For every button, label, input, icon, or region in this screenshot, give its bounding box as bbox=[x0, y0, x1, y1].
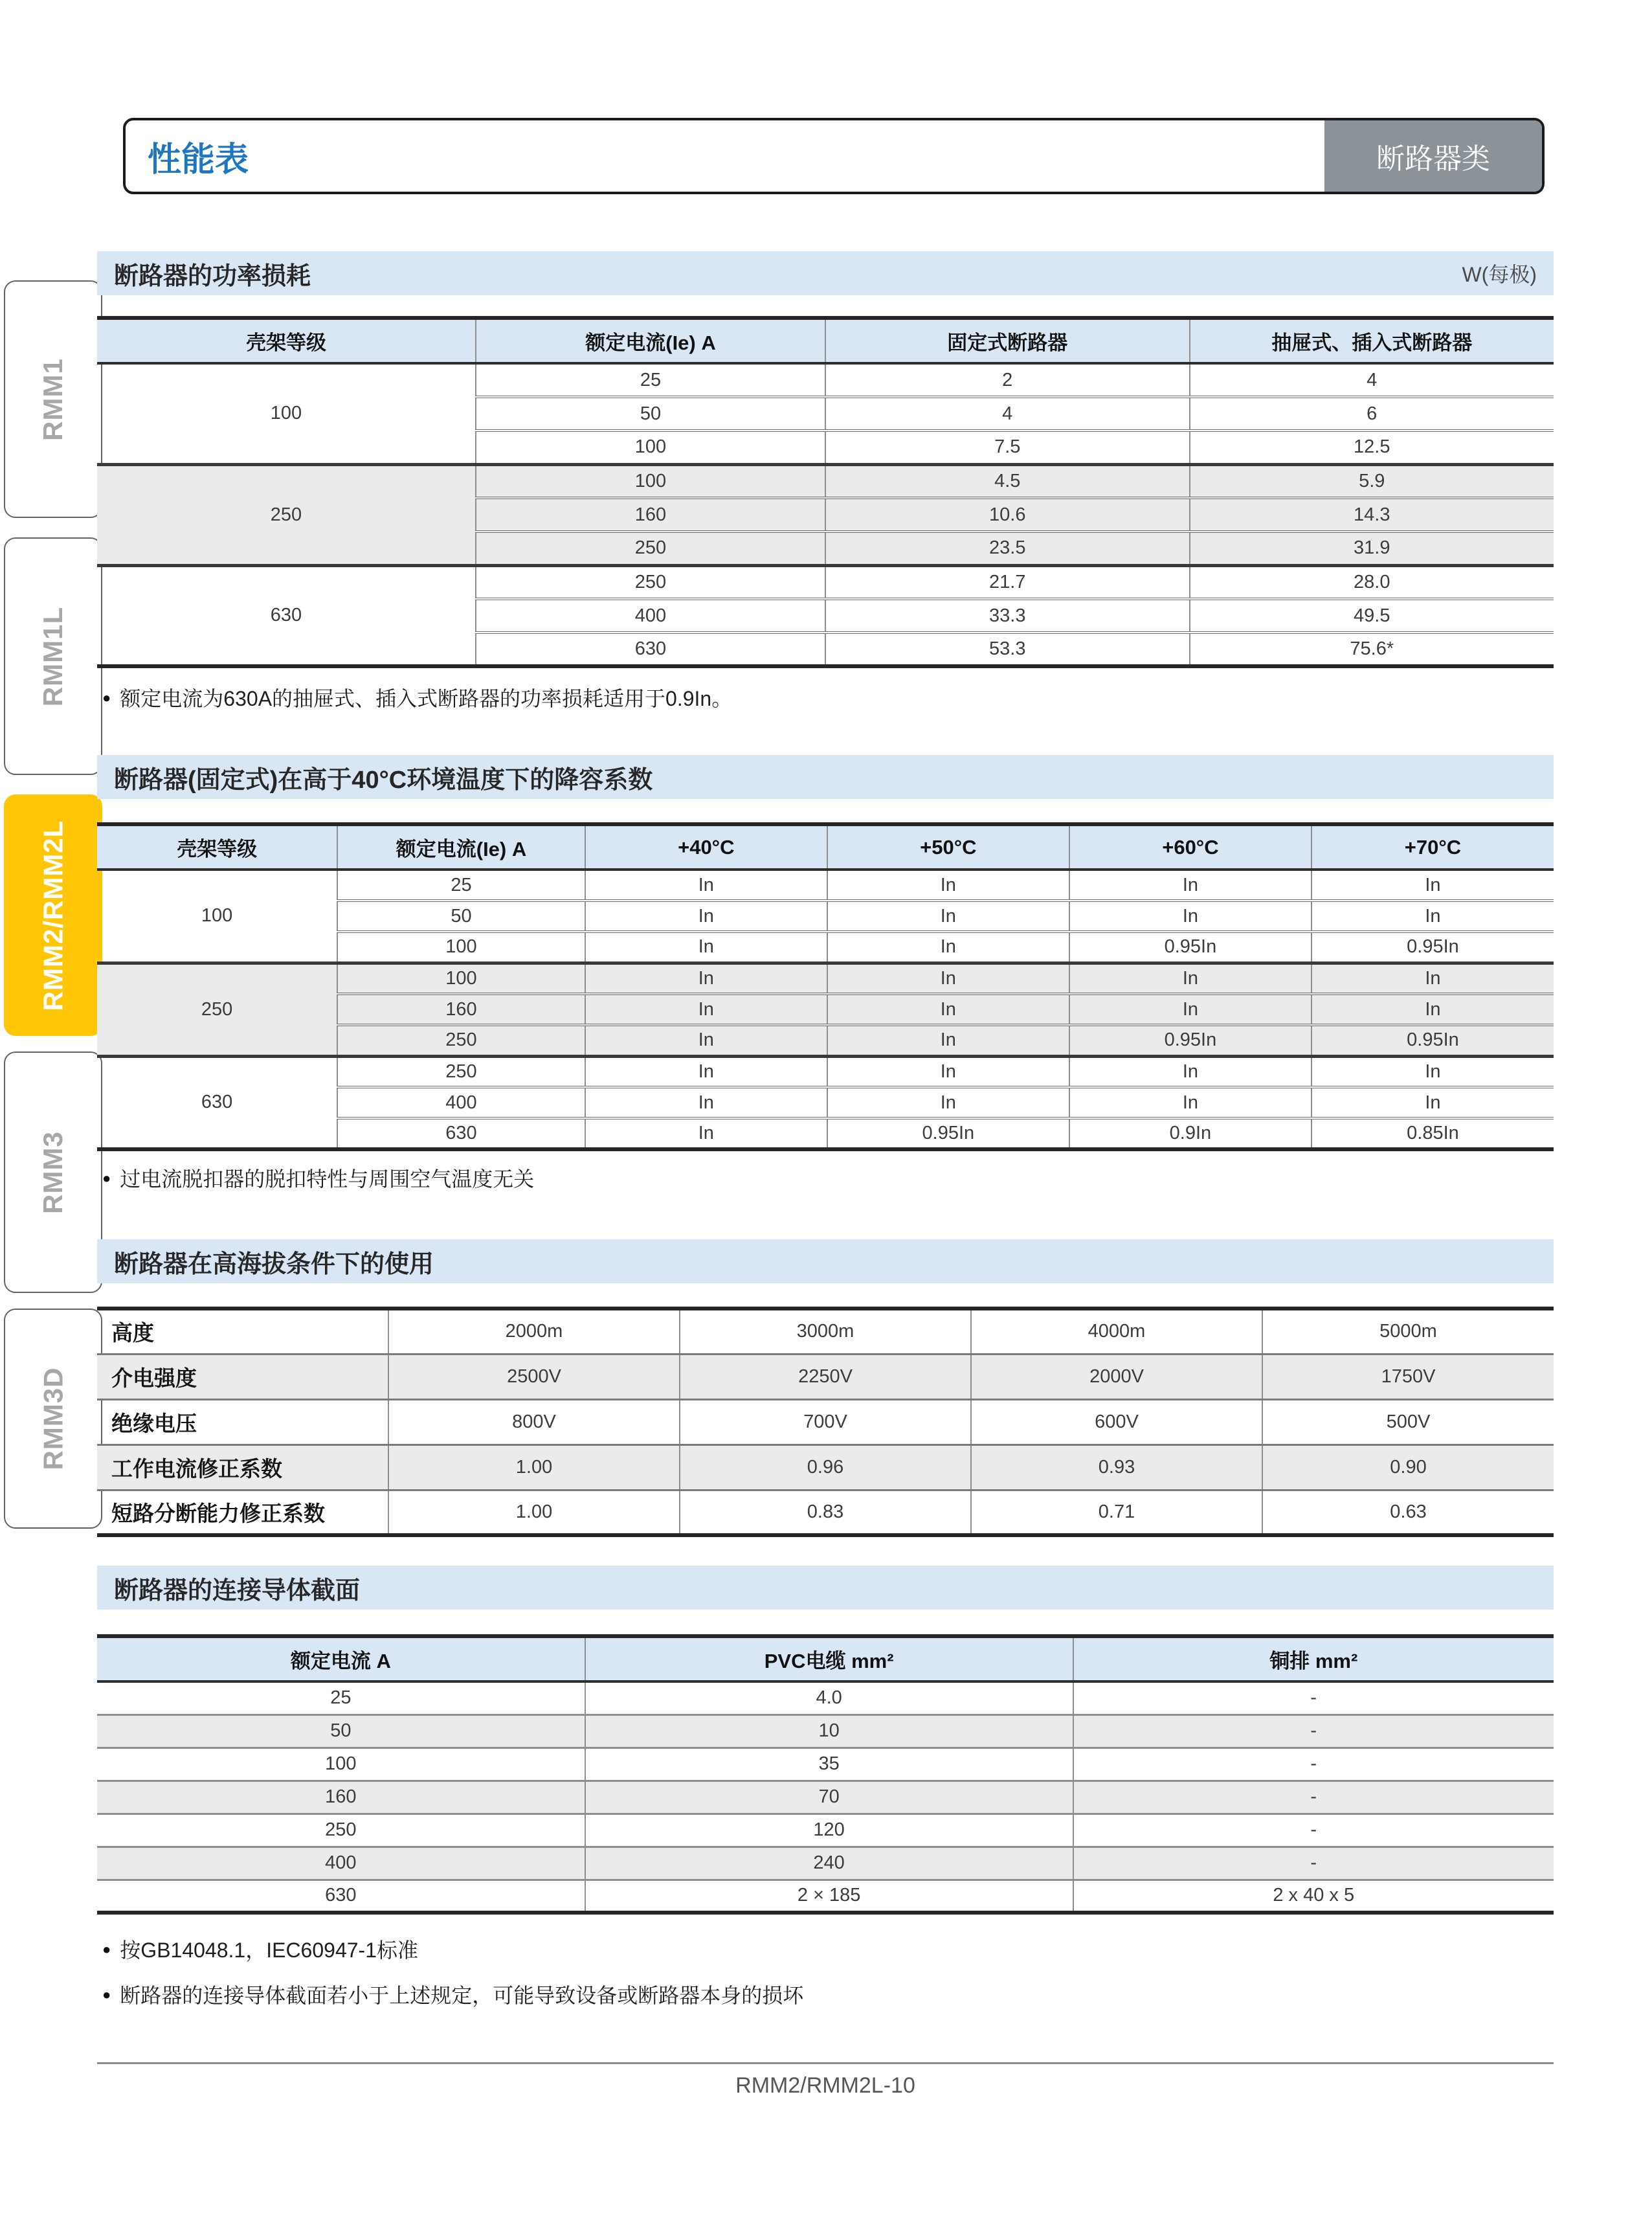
row-label: 绝缘电压 bbox=[97, 1399, 388, 1445]
table-cell: 4.0 bbox=[585, 1681, 1073, 1714]
table-row bbox=[97, 1681, 1554, 1714]
table-cell: 160 bbox=[97, 1781, 585, 1814]
col-header: 额定电流(Ie) A bbox=[337, 824, 585, 870]
table-cell: 120 bbox=[585, 1814, 1073, 1847]
table-cell: 5000m bbox=[1262, 1309, 1554, 1354]
table-cell: 23.5 bbox=[825, 532, 1190, 565]
bottom-notes bbox=[97, 1934, 1554, 2009]
table-cell: 25 bbox=[337, 870, 585, 901]
frame-cell: 250 bbox=[97, 464, 476, 565]
table-cell: In bbox=[585, 1118, 827, 1149]
sidebar-tab-rmm1[interactable] bbox=[4, 280, 102, 518]
table-cell: 10.6 bbox=[825, 498, 1190, 532]
table-cell: In bbox=[1312, 1087, 1554, 1118]
table-cell: In bbox=[1069, 963, 1312, 994]
table-cell: 12.5 bbox=[1190, 431, 1554, 464]
table-cell: 0.95In bbox=[827, 1118, 1069, 1149]
table-cell: 25 bbox=[330, 1687, 352, 1709]
table-cell: 630 bbox=[337, 1118, 585, 1149]
altitude-table bbox=[97, 1307, 1554, 1537]
table-cell: 3000m bbox=[680, 1309, 971, 1354]
table-row bbox=[97, 565, 1554, 599]
table-cell: 0.95In bbox=[1312, 1025, 1554, 1056]
table-cell: 100 bbox=[337, 963, 585, 994]
table-cell: 0.83 bbox=[680, 1490, 971, 1535]
row-label: 介电强度 bbox=[97, 1354, 388, 1399]
table-cell: 160 bbox=[337, 994, 585, 1025]
table-cell: In bbox=[585, 870, 827, 901]
table-cell: In bbox=[827, 963, 1069, 994]
table-cell: In bbox=[585, 1025, 827, 1056]
section-unit: W(每极) bbox=[1462, 263, 1537, 286]
table-cell: 2 x 40 x 5 bbox=[1073, 1880, 1554, 1913]
col-header: +70°C bbox=[1312, 824, 1554, 870]
table-cell: In bbox=[827, 1056, 1069, 1087]
table-cell: 0.85In bbox=[1312, 1118, 1554, 1149]
table-row bbox=[97, 1714, 1554, 1748]
page-header bbox=[123, 118, 1545, 194]
table-row bbox=[97, 1445, 1554, 1490]
table-header-row bbox=[97, 824, 1554, 870]
col-header: PVC电缆 mm² bbox=[585, 1636, 1073, 1681]
table-cell: 700V bbox=[680, 1399, 971, 1445]
table-cell: 5.9 bbox=[1190, 464, 1554, 498]
row-label: 短路分断能力修正系数 bbox=[97, 1490, 388, 1535]
table-row bbox=[97, 963, 1554, 994]
table-cell: In bbox=[1069, 994, 1312, 1025]
table-cell: 0.95In bbox=[1069, 932, 1312, 963]
footnote: ● 额定电流为630A的抽屉式、插入式断路器的功率损耗适用于0.9In。 bbox=[97, 682, 1554, 712]
col-header: 额定电流 A bbox=[97, 1636, 585, 1681]
section-title: 断路器(固定式)在高于40°C环境温度下的降容系数 bbox=[114, 766, 653, 794]
table-cell: 75.6* bbox=[1190, 633, 1554, 666]
table-row bbox=[97, 1490, 1554, 1535]
table-cell: - bbox=[1073, 1714, 1554, 1748]
table-cell: 33.3 bbox=[825, 599, 1190, 633]
table-header-row bbox=[97, 318, 1554, 363]
derating-table bbox=[97, 822, 1554, 1151]
table-cell: 100 bbox=[337, 932, 585, 963]
table-cell: 250 bbox=[337, 1025, 585, 1056]
col-header: 额定电流(Ie) A bbox=[476, 318, 825, 363]
frame-cell: 630 bbox=[270, 605, 302, 626]
table-cell: 0.71 bbox=[971, 1490, 1262, 1535]
section-band-conductor bbox=[97, 1566, 1554, 1610]
col-header: +50°C bbox=[827, 824, 1069, 870]
table-cell: 100 bbox=[97, 1748, 585, 1781]
table-cell: 4000m bbox=[971, 1309, 1262, 1354]
row-label: 高度 bbox=[111, 1321, 154, 1345]
table-cell: 400 bbox=[337, 1087, 585, 1118]
table-cell: In bbox=[585, 1087, 827, 1118]
table-cell: In bbox=[1312, 963, 1554, 994]
table-row bbox=[97, 1880, 1554, 1913]
table-cell: 250 bbox=[476, 532, 825, 565]
table-cell: 2500V bbox=[388, 1354, 680, 1399]
table-cell: 630 bbox=[97, 1880, 585, 1913]
sidebar-tab-rmm3[interactable] bbox=[4, 1051, 102, 1293]
table-cell: 2250V bbox=[680, 1354, 971, 1399]
sidebar-tab-rmm3d[interactable] bbox=[4, 1309, 102, 1529]
table-cell: 250 bbox=[97, 1814, 585, 1847]
table-cell: 400 bbox=[97, 1847, 585, 1880]
footer-doc-code: RMM2/RMM2L-10 bbox=[735, 2073, 915, 2098]
table-cell: 28.0 bbox=[1190, 565, 1554, 599]
table-cell: - bbox=[1073, 1781, 1554, 1814]
sidebar-tab-rmm2-rmm2l-active[interactable] bbox=[4, 794, 102, 1036]
table-row bbox=[97, 1781, 1554, 1814]
sidebar-tab-label: RMM1 bbox=[37, 357, 68, 441]
table-cell: 50 bbox=[97, 1714, 585, 1748]
frame-cell: 100 bbox=[201, 905, 233, 927]
table-cell: 0.95In bbox=[1069, 1025, 1312, 1056]
table-row bbox=[97, 870, 1554, 901]
table-cell: In bbox=[585, 932, 827, 963]
table-cell: 4.5 bbox=[825, 464, 1190, 498]
table-cell: 250 bbox=[476, 565, 825, 599]
table-cell: In bbox=[585, 994, 827, 1025]
col-header: 固定式断路器 bbox=[825, 318, 1190, 363]
col-header: 抽屉式、插入式断路器 bbox=[1190, 318, 1554, 363]
col-header: 铜排 mm² bbox=[1073, 1636, 1554, 1681]
table-cell: In bbox=[1312, 1056, 1554, 1087]
sidebar-tab-label: RMM2/RMM2L bbox=[38, 820, 68, 1011]
table-cell: 2 × 185 bbox=[585, 1880, 1073, 1913]
table-cell: 240 bbox=[585, 1847, 1073, 1880]
table-cell: 4 bbox=[825, 397, 1190, 431]
footnote: ● 按GB14048.1，IEC60947-1标准 bbox=[97, 1934, 1554, 1964]
table-cell: 630 bbox=[476, 633, 825, 666]
table-cell: 500V bbox=[1262, 1399, 1554, 1445]
table-row bbox=[97, 1399, 1554, 1445]
table-cell: In bbox=[585, 1056, 827, 1087]
table-cell: In bbox=[827, 932, 1069, 963]
table-cell: In bbox=[1312, 901, 1554, 932]
category-badge: 断路器类 bbox=[1324, 120, 1542, 192]
footnote: ● 过电流脱扣器的脱扣特性与周围空气温度无关 bbox=[97, 1163, 1554, 1193]
table-cell: In bbox=[827, 901, 1069, 932]
col-header: +40°C bbox=[585, 824, 827, 870]
table-cell: - bbox=[1073, 1748, 1554, 1781]
table-cell: 100 bbox=[476, 464, 825, 498]
table-cell: 6 bbox=[1190, 397, 1554, 431]
section-band-altitude bbox=[97, 1239, 1554, 1283]
section-title: 断路器的功率损耗 bbox=[114, 262, 311, 290]
table-cell: In bbox=[1312, 870, 1554, 901]
section-band-derating bbox=[97, 755, 1554, 799]
table-header-row bbox=[97, 1636, 1554, 1681]
table-cell: 2000V bbox=[971, 1354, 1262, 1399]
col-header: 壳架等级 bbox=[97, 824, 337, 870]
table-row bbox=[97, 1748, 1554, 1781]
sidebar-tab-label: RMM1L bbox=[38, 606, 69, 706]
table-cell: 0.93 bbox=[971, 1445, 1262, 1490]
table-cell: 400 bbox=[476, 599, 825, 633]
table-cell: In bbox=[1069, 1087, 1312, 1118]
table-cell: In bbox=[827, 1087, 1069, 1118]
table-cell: - bbox=[1073, 1847, 1554, 1880]
table-cell: In bbox=[1069, 901, 1312, 932]
frame-cell: 630 bbox=[201, 1092, 233, 1113]
table-cell: 0.95In bbox=[1312, 932, 1554, 963]
table-cell: 0.63 bbox=[1262, 1490, 1554, 1535]
page-footer bbox=[97, 2062, 1554, 2098]
table-cell: 160 bbox=[476, 498, 825, 532]
col-header: +60°C bbox=[1069, 824, 1312, 870]
table-cell: - bbox=[1073, 1814, 1554, 1847]
table-row bbox=[97, 464, 1554, 498]
table-row bbox=[97, 1056, 1554, 1087]
table-cell: In bbox=[585, 901, 827, 932]
section-title: 断路器在高海拔条件下的使用 bbox=[114, 1250, 434, 1278]
section-band-power-loss bbox=[97, 251, 1554, 295]
table-row bbox=[97, 1354, 1554, 1399]
table-cell: 4 bbox=[1190, 363, 1554, 397]
table-cell: 21.7 bbox=[825, 565, 1190, 599]
table-cell: In bbox=[1069, 1056, 1312, 1087]
table-cell: 1.00 bbox=[388, 1490, 680, 1535]
table-row bbox=[97, 1309, 1554, 1354]
page-content bbox=[97, 0, 1554, 2098]
table-cell: 50 bbox=[476, 397, 825, 431]
sidebar-tab-label: RMM3 bbox=[37, 1130, 68, 1214]
table-cell: In bbox=[1312, 994, 1554, 1025]
table-cell: In bbox=[1069, 870, 1312, 901]
table-cell: 25 bbox=[476, 363, 825, 397]
row-label: 工作电流修正系数 bbox=[97, 1445, 388, 1490]
section-title: 断路器的连接导体截面 bbox=[114, 1577, 361, 1604]
table-cell: 250 bbox=[337, 1056, 585, 1087]
table-row bbox=[97, 1814, 1554, 1847]
conductor-table bbox=[97, 1634, 1554, 1915]
frame-cell: 100 bbox=[270, 403, 302, 424]
table-cell: In bbox=[827, 1025, 1069, 1056]
col-header: 壳架等级 bbox=[97, 318, 476, 363]
table-cell: In bbox=[585, 963, 827, 994]
sidebar-tab-rmm1l[interactable] bbox=[4, 537, 102, 775]
table-cell: 70 bbox=[585, 1781, 1073, 1814]
table-cell: 35 bbox=[585, 1748, 1073, 1781]
table-cell: 1.00 bbox=[388, 1445, 680, 1490]
frame-cell: 250 bbox=[97, 963, 337, 1056]
table-cell: 50 bbox=[337, 901, 585, 932]
table-cell: 800V bbox=[388, 1399, 680, 1445]
table-cell: In bbox=[827, 870, 1069, 901]
table-cell: 0.96 bbox=[680, 1445, 971, 1490]
table-row bbox=[97, 363, 1554, 397]
table-cell: 2 bbox=[825, 363, 1190, 397]
table-cell: 0.90 bbox=[1262, 1445, 1554, 1490]
table-cell: 0.9In bbox=[1069, 1118, 1312, 1149]
footnote: ● 断路器的连接导体截面若小于上述规定，可能导致设备或断路器本身的损坏 bbox=[97, 1979, 1554, 2009]
table-cell: 14.3 bbox=[1190, 498, 1554, 532]
table-row bbox=[97, 1847, 1554, 1880]
table-cell: 600V bbox=[971, 1399, 1262, 1445]
power-loss-table bbox=[97, 316, 1554, 668]
table-cell: 2000m bbox=[388, 1309, 680, 1354]
page-title: 性能表 bbox=[148, 141, 249, 179]
table-cell: 53.3 bbox=[825, 633, 1190, 666]
table-cell: - bbox=[1073, 1681, 1554, 1714]
table-cell: 31.9 bbox=[1190, 532, 1554, 565]
table-cell: 1750V bbox=[1262, 1354, 1554, 1399]
table-cell: 100 bbox=[476, 431, 825, 464]
sidebar-tab-label: RMM3D bbox=[38, 1367, 68, 1470]
table-cell: In bbox=[827, 994, 1069, 1025]
table-cell: 49.5 bbox=[1190, 599, 1554, 633]
table-cell: 7.5 bbox=[825, 431, 1190, 464]
table-cell: 10 bbox=[585, 1714, 1073, 1748]
